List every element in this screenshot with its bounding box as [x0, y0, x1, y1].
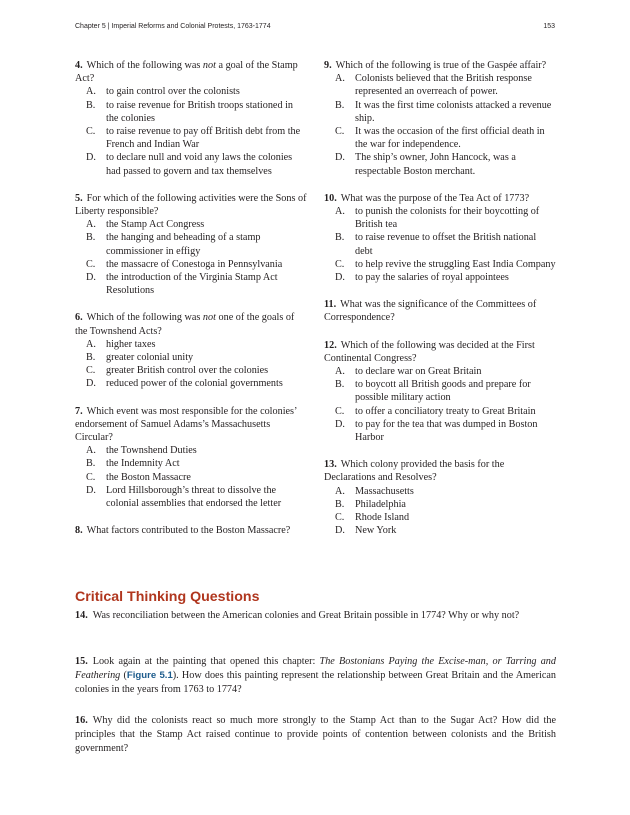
- page-number: 153: [543, 23, 555, 30]
- option-text: the Townshend Duties: [106, 445, 197, 457]
- option-letter: B.: [335, 99, 345, 111]
- option-text: the Boston Massacre: [106, 471, 191, 483]
- question-number: 14.: [75, 610, 88, 621]
- answer-options: [75, 338, 307, 391]
- option-letter: B.: [86, 232, 96, 244]
- question-5: [75, 192, 307, 298]
- question-number: 7.: [75, 405, 83, 417]
- option-text: to pay for the tea that was dumped in Boston Harbor: [355, 418, 538, 444]
- answer-option: [324, 498, 556, 511]
- question-text: Why did the colonists react so much more strongly to the Stamp Act than to the Sugar Act? How did the principles that the Stamp Act raised continue to provide points of contention between colonists and the British government?: [75, 715, 556, 754]
- critical-question-15: [75, 655, 556, 697]
- answer-option: [75, 444, 307, 457]
- option-letter: C.: [86, 365, 96, 377]
- option-text: Colonists believed that the British response represented an overreach of power.: [355, 73, 532, 98]
- option-letter: B.: [86, 458, 96, 470]
- left-column: [75, 59, 307, 552]
- answer-option: [75, 231, 307, 257]
- answer-option: [324, 524, 556, 537]
- question-9: [324, 59, 556, 178]
- option-text: to declare war on Great Britain: [355, 366, 482, 378]
- question-text: What factors contributed to the Boston Massacre?: [86, 525, 291, 537]
- option-text: New York: [355, 525, 397, 537]
- answer-option: [324, 205, 556, 231]
- option-letter: D.: [335, 418, 345, 430]
- answer-option: [75, 125, 307, 151]
- question-text: Which of the following is true of the Gaspée affair?: [335, 60, 547, 71]
- question-text: Which of the following was: [86, 60, 203, 71]
- option-text: It was the first time colonists attacked a revenue ship.: [355, 99, 552, 124]
- option-letter: D.: [335, 525, 345, 537]
- answer-options: [75, 218, 307, 297]
- option-text: the massacre of Conestoga in Pennsylvania: [106, 258, 283, 270]
- answer-option: [324, 258, 556, 271]
- question-text: Was reconciliation between the American colonies and Great Britain possible in 1774? Why or why not?: [92, 610, 520, 621]
- critical-question-16: [75, 714, 556, 756]
- answer-option: [75, 151, 307, 177]
- option-text: the Stamp Act Congress: [106, 219, 205, 231]
- option-letter: C.: [335, 405, 345, 417]
- option-letter: D.: [86, 484, 96, 496]
- answer-option: [324, 151, 556, 177]
- question-number: 8.: [75, 525, 83, 537]
- option-text: reduced power of the colonial governments: [106, 378, 283, 390]
- question-text-cont: ). How does this painting represent the relationship between Great Britain and the American colonies in the years from 1763 to 1774?: [75, 670, 556, 695]
- critical-question-14: [75, 609, 556, 623]
- option-letter: B.: [335, 498, 345, 510]
- question-number: 15.: [75, 656, 88, 667]
- option-text: It was the occasion of the first official death in the war for independence.: [355, 126, 545, 151]
- question-text: Which colony provided the basis for the Declarations and Resolves?: [324, 459, 505, 484]
- option-text: The ship’s owner, John Hancock, was a respectable Boston merchant.: [355, 152, 516, 177]
- question-number: 6.: [75, 312, 83, 324]
- question-number: 12.: [324, 339, 337, 351]
- option-letter: B.: [335, 232, 345, 244]
- question-stem: [324, 339, 556, 365]
- option-letter: D.: [86, 152, 96, 164]
- option-text: Massachusetts: [355, 485, 414, 497]
- option-letter: D.: [335, 272, 345, 284]
- answer-option: [75, 258, 307, 271]
- answer-option: [75, 484, 307, 510]
- answer-option: [75, 364, 307, 377]
- answer-options: [324, 205, 556, 284]
- question-number: 13.: [324, 459, 337, 471]
- question-8: [75, 524, 307, 537]
- answer-option: [324, 405, 556, 418]
- answer-option: [324, 485, 556, 498]
- option-text: Philadelphia: [355, 498, 406, 510]
- option-letter: D.: [86, 378, 96, 390]
- option-letter: A.: [86, 219, 96, 231]
- option-letter: B.: [86, 99, 96, 111]
- question-4: [75, 59, 307, 178]
- answer-option: [324, 231, 556, 257]
- question-7: [75, 405, 307, 511]
- chapter-title: Chapter 5 | Imperial Reforms and Colonial Protests, 1763-1774: [75, 23, 271, 30]
- question-stem: [75, 192, 307, 218]
- answer-option: [75, 471, 307, 484]
- answer-options: [75, 444, 307, 510]
- answer-option: [75, 338, 307, 351]
- option-letter: C.: [335, 126, 345, 138]
- question-number: 4.: [75, 60, 83, 71]
- option-letter: D.: [335, 152, 345, 164]
- answer-option: [75, 218, 307, 231]
- painting-title: The Bostonians Paying the Excise-man, or Tarring and Feathering: [75, 656, 556, 681]
- option-text: to raise revenue for British troops stationed in the colonies: [106, 99, 294, 124]
- running-header: [75, 23, 555, 35]
- answer-options: [324, 365, 556, 444]
- answer-option: [324, 378, 556, 404]
- question-text: Look again at the painting that opened this chapter:: [92, 656, 320, 667]
- question-stem: [75, 311, 307, 337]
- answer-option: [75, 99, 307, 125]
- option-text: Rhode Island: [355, 512, 410, 524]
- option-letter: A.: [86, 445, 96, 457]
- question-text: For which of the following activities were the Sons of Liberty responsible?: [75, 192, 307, 218]
- option-letter: A.: [335, 73, 345, 85]
- question-12: [324, 339, 556, 445]
- answer-option: [75, 85, 307, 98]
- section-title: Critical Thinking Questions: [75, 589, 260, 605]
- answer-options: [324, 485, 556, 538]
- option-letter: A.: [335, 366, 345, 378]
- answer-option: [324, 125, 556, 151]
- option-text: higher taxes: [106, 338, 156, 350]
- right-column: [324, 59, 556, 552]
- answer-option: [75, 351, 307, 364]
- question-11: [324, 298, 556, 324]
- option-text: to help revive the struggling East India Company: [355, 258, 556, 270]
- question-stem: [324, 192, 556, 205]
- question-text-cont: one of the goals of the Townshend Acts?: [75, 312, 295, 337]
- answer-option: [75, 271, 307, 297]
- option-letter: C.: [335, 512, 345, 524]
- option-text: the hanging and beheading of a stamp commissioner in effigy: [106, 232, 261, 257]
- question-text-cont: a goal of the Stamp Act?: [75, 60, 298, 85]
- question-emphasis: not: [202, 60, 216, 71]
- answer-option: [324, 365, 556, 378]
- option-text: Lord Hillsborough’s threat to dissolve the colonial assemblies that endorsed the letter: [106, 484, 282, 510]
- option-letter: C.: [86, 258, 96, 270]
- question-stem: [324, 458, 556, 484]
- option-letter: C.: [335, 258, 345, 270]
- option-text: to gain control over the colonists: [106, 86, 240, 98]
- answer-option: [75, 377, 307, 390]
- question-number: 5.: [75, 192, 83, 204]
- option-letter: C.: [86, 126, 96, 138]
- option-letter: C.: [86, 471, 96, 483]
- question-text: Which event was most responsible for the colonies’ endorsement of Samuel Adams’s Massachusetts Circular?: [75, 405, 297, 444]
- question-stem: [324, 59, 556, 72]
- option-text: to boycott all British goods and prepare for possible military action: [355, 379, 531, 404]
- option-text: to offer a conciliatory treaty to Great Britain: [355, 405, 536, 417]
- option-text: to raise revenue to offset the British national debt: [355, 232, 537, 257]
- option-text: to pay the salaries of royal appointees: [355, 272, 509, 284]
- question-number: 16.: [75, 715, 88, 726]
- question-emphasis: not: [202, 312, 216, 324]
- question-text: What was the purpose of the Tea Act of 1773?: [340, 192, 530, 204]
- question-text: Which of the following was: [86, 312, 203, 324]
- question-number: 10.: [324, 192, 337, 204]
- option-letter: A.: [86, 86, 96, 98]
- question-13: [324, 458, 556, 537]
- option-text: to raise revenue to pay off British debt from the French and Indian War: [106, 126, 301, 151]
- figure-link[interactable]: Figure 5.1: [126, 670, 173, 681]
- option-letter: B.: [86, 352, 96, 364]
- question-stem: [75, 59, 307, 85]
- question-number: 11.: [324, 299, 337, 311]
- option-letter: B.: [335, 379, 345, 391]
- answer-option: [324, 271, 556, 284]
- answer-options: [324, 72, 556, 178]
- answer-option: [75, 457, 307, 470]
- option-text: to punish the colonists for their boycotting of British tea: [355, 206, 540, 231]
- option-letter: D.: [86, 272, 96, 284]
- option-letter: A.: [335, 206, 345, 218]
- question-text: Which of the following was decided at the First Continental Congress?: [324, 339, 535, 364]
- question-stem: [324, 298, 556, 324]
- question-text: What was the significance of the Committees of Correspondence?: [324, 299, 537, 324]
- option-text: the Indemnity Act: [106, 458, 180, 470]
- question-10: [324, 192, 556, 284]
- question-stem: [75, 405, 307, 445]
- option-text: greater British control over the colonies: [106, 365, 269, 377]
- option-text: greater colonial unity: [106, 352, 194, 364]
- answer-option: [324, 99, 556, 125]
- option-text: to declare null and void any laws the colonies had passed to govern and tax themselves: [106, 152, 293, 177]
- answer-option: [324, 72, 556, 98]
- option-letter: A.: [86, 338, 96, 350]
- answer-option: [324, 418, 556, 444]
- answer-options: [75, 85, 307, 177]
- question-number: 9.: [324, 60, 332, 71]
- option-text: the introduction of the Virginia Stamp Act Resolutions: [106, 272, 278, 297]
- paren: (: [120, 670, 127, 681]
- option-letter: A.: [335, 485, 345, 497]
- question-6: [75, 311, 307, 390]
- answer-option: [324, 511, 556, 524]
- question-stem: [75, 524, 307, 537]
